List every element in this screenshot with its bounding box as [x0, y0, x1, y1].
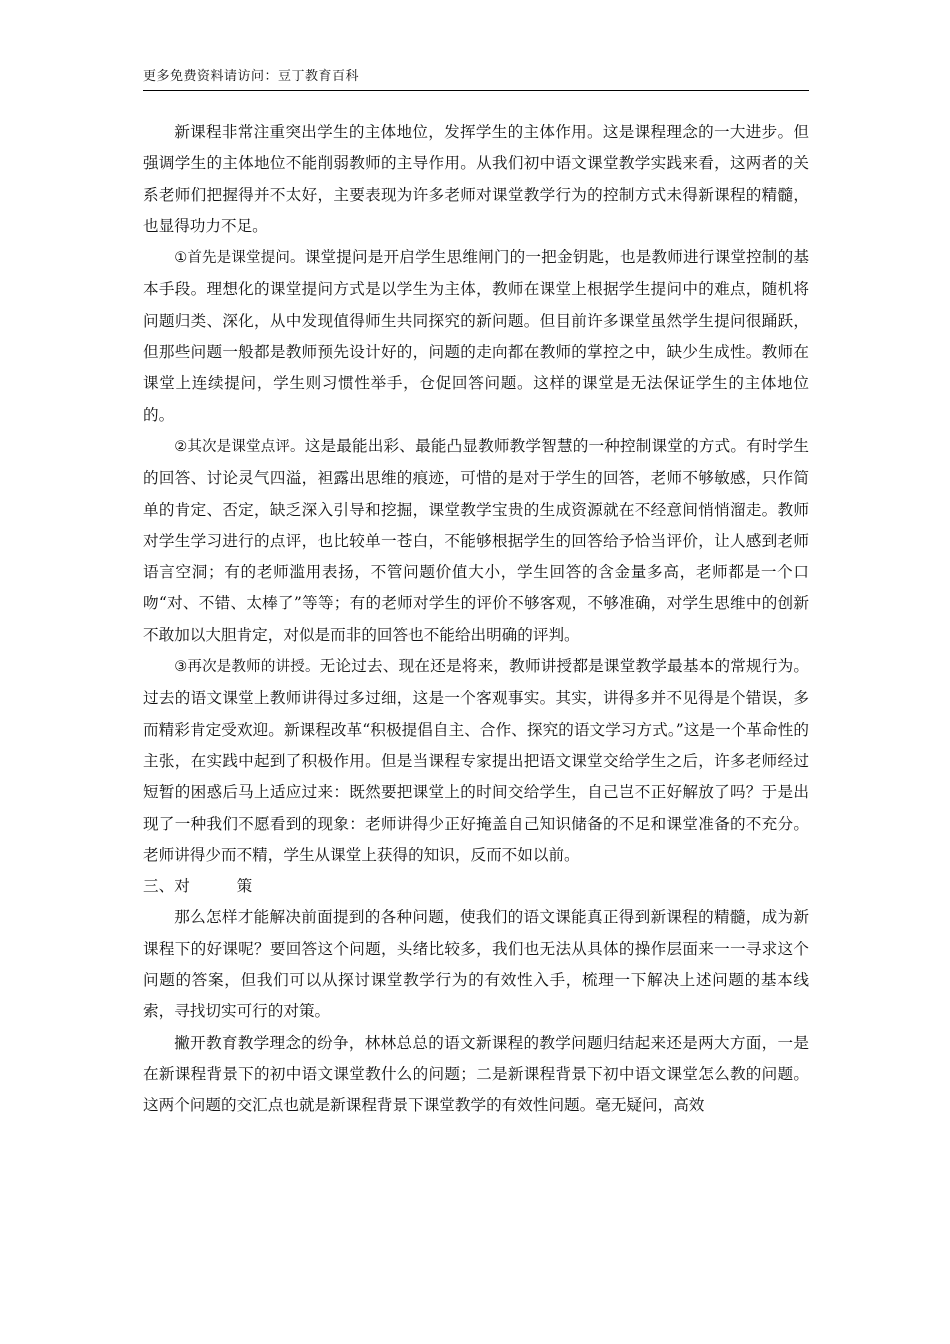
- point-2-lead: ②其次是课堂点评。: [174, 438, 305, 455]
- paragraph-two-questions: 撇开教育教学理念的纷争，林林总总的语文新课程的教学问题归结起来还是两大方面，一是在新课程背景下的初中语文课堂教什么的问题；二是新课程背景下初中语文课堂怎么教的问题。这两个问题的交汇点也就是新课程背景下课堂教学的有效性问题。毫无疑问，高效: [143, 1033, 809, 1115]
- running-header: 更多免费资料请访问：豆丁教育百科: [143, 70, 809, 91]
- paragraph-classroom-comments: [143, 431, 809, 651]
- body-text: [143, 117, 809, 1122]
- point-1-lead: ①首先是课堂提问。: [174, 250, 305, 267]
- paragraph-countermeasures: 那么怎样才能解决前面提到的各种问题，使我们的语文课能真正得到新课程的精髓，成为新课程下的好课呢？要回答这个问题，头绪比较多，我们也无法从具体的操作层面来一一寻求这个问题的答案，但我们可以从探讨课堂教学行为的有效性入手，梳理一下解决上述问题的基本线索，寻找切实可行的对策。: [143, 908, 809, 1021]
- point-1-text: 课堂提问是开启学生思维闸门的一把金钥匙，也是教师进行课堂控制的基本手段。理想化的课堂提问方式是以学生为主体，教师在课堂上根据学生提问中的难点，随机将问题归类、深化，从中发现值得师生共同探究的新问题。但目前许多课堂虽然学生提问很踊跃，但那些问题一般都是教师预先设计好的，问题的走向都在教师的掌控之中，缺少生成性。教师在课堂上连续提问，学生则习惯性举手，仓促回答问题。这样的课堂是无法保证学生的主体地位的。: [143, 248, 809, 424]
- section-heading: [143, 871, 809, 902]
- section-heading-part-b: 策: [236, 877, 253, 896]
- point-2-text: 这是最能出彩、最能凸显教师教学智慧的一种控制课堂的方式。有时学生的回答、讨论灵气四溢，袒露出思维的痕迹，可惜的是对于学生的回答，老师不够敏感，只作简单的肯定、否定，缺乏深入引导和挖掘，课堂教学宝贵的生成资源就在不经意间悄悄溜走。教师对学生学习进行的点评，也比较单一苍白，不能够根据学生的回答给予恰当评价，让人感到老师语言空洞；有的老师滥用表扬，不管问题价值大小，学生回答的含金量多高，老师都是一个口吻“对、不错、太棒了”等等；有的老师对学生的评价不够客观，不够准确，对学生思维中的创新不敢加以大胆肯定，对似是而非的回答也不能给出明确的评判。: [143, 436, 809, 644]
- point-3-lead: ③再次是教师的讲授。: [174, 659, 320, 676]
- section-heading-part-a: 三、对: [143, 877, 190, 896]
- paragraph-classroom-questioning: [143, 242, 809, 431]
- paragraph-teacher-lecturing: [143, 651, 809, 871]
- point-3-text: 无论过去、现在还是将来，教师讲授都是课堂教学最基本的常规行为。过去的语文课堂上教师讲得过多过细，这是一个客观事实。其实，讲得多并不见得是个错误，多而精彩肯定受欢迎。新课程改革“积极提倡自主、合作、探究的语文学习方式。”这是一个革命性的主张，在实践中起到了积极作用。但是当课程专家提出把语文课堂交给学生之后，许多老师经过短暂的困惑后马上适应过来：既然要把课堂上的时间交给学生，自己岂不正好解放了吗？于是出现了一种我们不愿看到的现象：老师讲得少正好掩盖自己知识储备的不足和课堂准备的不充分。老师讲得少而不精，学生从课堂上获得的知识，反而不如以前。: [143, 657, 809, 864]
- paragraph-intro: 新课程非常注重突出学生的主体地位，发挥学生的主体作用。这是课程理念的一大进步。但强调学生的主体地位不能削弱教师的主导作用。从我们初中语文课堂教学实践来看，这两者的关系老师们把握得并不太好，主要表现为许多老师对课堂教学行为的控制方式未得新课程的精髓，也显得功力不足。: [143, 123, 809, 235]
